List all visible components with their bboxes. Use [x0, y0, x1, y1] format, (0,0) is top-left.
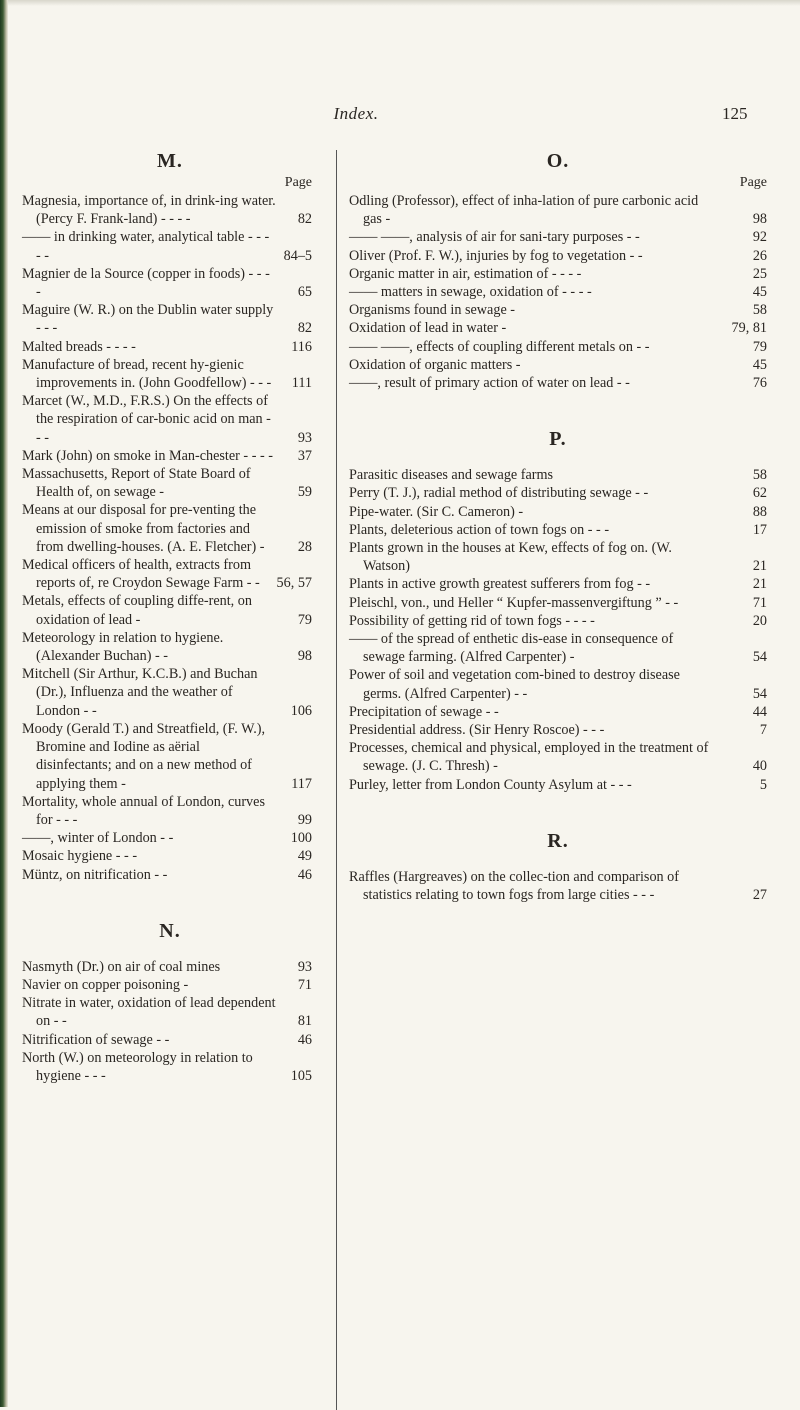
index-entry	[22, 629, 318, 665]
entry-page-ref: 98	[752, 211, 767, 228]
entry-text: Magnesia, importance of, in drink-ing water. (Percy F. Frank-land) - - - -	[22, 193, 280, 228]
entry-page-ref: 79	[297, 611, 312, 628]
index-entry	[349, 283, 767, 301]
running-title: Index.	[333, 104, 379, 123]
entry-text: Müntz, on nitrification - -	[22, 866, 168, 883]
entry-page-ref: 7	[759, 722, 767, 739]
entry-text: —— matters in sewage, oxidation of - - - -	[349, 284, 592, 301]
page-column-label: Page	[284, 175, 312, 190]
entry-page-ref: 99	[297, 811, 312, 828]
entry-text: Metals, effects of coupling diffe-rent, on oxidation of lead -	[22, 593, 256, 628]
entry-page-ref: 25	[752, 265, 767, 282]
entry-text: —— in drinking water, analytical table - - - - -	[22, 229, 273, 264]
running-head	[0, 104, 800, 126]
entry-text: Medical officers of health, extracts from reports of, re Croydon Sewage Farm - -	[22, 557, 260, 592]
entry-text: ——, result of primary action of water on lead - -	[349, 375, 630, 392]
entry-page-ref: 82	[297, 320, 312, 337]
entry-page-ref: 37	[297, 447, 312, 464]
entry-text: Magnier de la Source (copper in foods) - - - -	[22, 265, 274, 301]
entry-text: Manufacture of bread, recent hy-gienic improvements in. (John Goodfellow) - - -	[22, 356, 272, 392]
entry-text: Parasitic diseases and sewage farms	[349, 467, 554, 484]
entry-text: ——, winter of London - -	[22, 830, 174, 847]
index-entry	[349, 612, 767, 630]
entry-text: Maguire (W. R.) on the Dublin water supply - - -	[22, 302, 277, 337]
entry-text: Presidential address. (Sir Henry Roscoe) - - -	[349, 722, 605, 739]
index-entry	[22, 1049, 318, 1085]
entry-page-ref: 88	[752, 503, 767, 520]
index-entry	[349, 868, 767, 904]
entry-text: Precipitation of sewage - -	[349, 703, 499, 720]
index-entry	[349, 247, 767, 265]
entry-text: Raffles (Hargreaves) on the collec-tion and comparison of statistics relating to town fogs from large cities - - -	[349, 868, 683, 904]
section-letter: O.	[546, 150, 570, 172]
entry-page-ref: 81	[297, 1013, 312, 1030]
entry-text: Power of soil and vegetation com-bined to destroy disease germs. (Alfred Carpenter) - -	[349, 667, 684, 702]
entry-page-ref: 71	[297, 976, 312, 993]
entry-text: Organisms found in sewage -	[349, 302, 516, 319]
entry-page-ref: 116	[291, 338, 312, 355]
entry-text: Pleischl, von., und Heller “ Kupfer-massenvergiftung ” - -	[349, 594, 679, 611]
entry-page-ref: 20	[752, 612, 767, 629]
index-entry	[349, 594, 767, 612]
entry-page-ref: 54	[752, 649, 767, 666]
index-entry	[22, 447, 318, 465]
section-letter: M.	[157, 150, 183, 172]
entry-page-ref: 82	[297, 211, 312, 228]
index-entry	[349, 776, 767, 794]
entry-page-ref: 71	[752, 594, 767, 611]
entry-page-ref: 5	[759, 776, 767, 793]
entry-text: Purley, letter from London County Asylum at - - -	[349, 776, 632, 793]
entry-page-ref: 84–5	[283, 247, 312, 264]
entry-page-ref: 98	[297, 648, 312, 665]
entry-text: Plants, deleterious action of town fogs on - - -	[349, 521, 610, 538]
entry-page-ref: 93	[297, 429, 312, 446]
entry-page-ref: 17	[752, 521, 767, 538]
entry-text: Odling (Professor), effect of inha-lation of pure carbonic acid gas -	[349, 193, 702, 228]
entry-text: Means at our disposal for pre-venting the emission of smoke from factories and from dwelling-houses. (A. E. Fletcher) -	[22, 502, 265, 555]
entry-page-ref: 105	[290, 1067, 312, 1084]
entry-text: —— ——, analysis of air for sani-tary purposes - -	[349, 229, 640, 246]
index-entry	[22, 829, 318, 847]
entry-page-ref: 40	[752, 758, 767, 775]
entry-text: Perry (T. J.), radial method of distributing sewage - -	[349, 485, 649, 502]
binding-edge	[0, 0, 8, 1407]
index-entry	[349, 192, 767, 228]
index-entry	[349, 374, 767, 392]
index-entry	[22, 1031, 318, 1049]
page-number: 125	[722, 104, 748, 123]
entry-page-ref: 49	[297, 848, 312, 865]
letter-spacer	[349, 854, 767, 868]
entry-text: Meteorology in relation to hygiene. (Alexander Buchan) - -	[22, 629, 227, 665]
entry-text: Mark (John) on smoke in Man-chester - - - -	[22, 447, 273, 464]
index-entry	[349, 484, 767, 502]
entry-text: Oxidation of lead in water -	[349, 320, 507, 337]
index-entry	[349, 521, 767, 539]
entry-page-ref: 21	[752, 576, 767, 593]
entry-page-ref: 76	[752, 375, 767, 392]
entry-text: Massachusetts, Report of State Board of Health of, on sewage -	[22, 466, 255, 501]
index-entry	[22, 665, 318, 720]
entry-text: Processes, chemical and physical, employed in the treatment of sewage. (J. C. Thresh) -	[349, 740, 712, 775]
index-entry	[22, 265, 318, 301]
index-entry	[22, 228, 318, 264]
section-gap	[349, 794, 767, 830]
entry-text: Plants in active growth greatest sufferers from fog - -	[349, 576, 651, 593]
entry-page-ref: 59	[297, 484, 312, 501]
entry-text: Oliver (Prof. F. W.), injuries by fog to vegetation - -	[349, 247, 643, 264]
entry-text: Marcet (W., M.D., F.R.S.) On the effects of the respiration of car-bonic acid on man - - -	[22, 393, 275, 446]
entry-page-ref: 92	[752, 229, 767, 246]
entry-text: Nitrate in water, oxidation of lead dependent on - -	[22, 995, 280, 1030]
index-entry	[22, 592, 318, 628]
entry-page-ref: 62	[752, 485, 767, 502]
index-entry	[22, 192, 318, 228]
entry-text: —— ——, effects of coupling different metals on - -	[349, 338, 650, 355]
entry-text: Mortality, whole annual of London, curves for - - -	[22, 793, 269, 828]
index-entry	[22, 556, 318, 592]
index-entry	[22, 301, 318, 337]
entry-page-ref: 79, 81	[731, 320, 767, 337]
letter-spacer	[22, 944, 318, 958]
index-entry	[349, 466, 767, 484]
index-entry	[349, 228, 767, 246]
index-entry	[22, 338, 318, 356]
entry-page-ref: 111	[291, 375, 312, 392]
entry-page-ref: 100	[290, 830, 312, 847]
entry-page-ref: 106	[290, 702, 312, 719]
entry-page-ref: 56, 57	[276, 575, 312, 592]
section-letter: P.	[549, 428, 567, 451]
index-entry	[22, 465, 318, 501]
entry-text: Possibility of getting rid of town fogs - - - -	[349, 612, 595, 629]
entry-text: —— of the spread of enthetic dis-ease in consequence of sewage farming. (Alfred Carpenter) -	[349, 631, 677, 666]
index-entry	[22, 994, 318, 1030]
index-entry	[349, 666, 767, 702]
entry-page-ref: 65	[297, 284, 312, 301]
index-entry	[22, 720, 318, 793]
entry-text: North (W.) on meteorology in relation to hygiene - - -	[22, 1049, 257, 1084]
entry-page-ref: 45	[752, 356, 767, 373]
entry-text: Moody (Gerald T.) and Streatfield, (F. W.), Bromine and Iodine as aërial disinfectants; and on a new method of applying them -	[22, 720, 269, 792]
index-entry	[22, 976, 318, 994]
section-letter: R.	[547, 829, 569, 852]
entry-page-ref: 58	[752, 302, 767, 319]
section-letter: N.	[159, 919, 181, 942]
entry-page-ref: 27	[752, 887, 767, 904]
index-column-right	[336, 150, 769, 1410]
entry-text: Oxidation of organic matters -	[349, 356, 521, 373]
index-entry	[22, 847, 318, 865]
index-entry	[349, 356, 767, 374]
entry-page-ref: 26	[752, 247, 767, 264]
index-entry	[349, 703, 767, 721]
index-entry	[349, 301, 767, 319]
index-entry	[349, 539, 767, 575]
entry-page-ref: 93	[297, 958, 312, 975]
page-column-label: Page	[739, 175, 767, 190]
index-entry	[349, 265, 767, 283]
entry-page-ref: 46	[297, 866, 312, 883]
entry-text: Nasmyth (Dr.) on air of coal mines	[22, 958, 221, 975]
entry-page-ref: 21	[752, 558, 767, 575]
index-entry	[349, 739, 767, 775]
index-entry	[22, 793, 318, 829]
index-entry	[22, 866, 318, 884]
index-entry	[349, 338, 767, 356]
page-top-edge	[0, 0, 800, 6]
index-entry	[22, 501, 318, 556]
section-gap	[349, 392, 767, 428]
entry-page-ref: 54	[752, 685, 767, 702]
index-entry	[22, 958, 318, 976]
entry-page-ref: 58	[752, 467, 767, 484]
index-entry	[349, 575, 767, 593]
entry-page-ref: 44	[752, 703, 767, 720]
entry-page-ref: 79	[752, 338, 767, 355]
letter-spacer	[349, 452, 767, 466]
entry-page-ref: 117	[291, 775, 312, 792]
index-column-left	[22, 150, 318, 1085]
index-entry	[349, 503, 767, 521]
entry-text: Pipe-water. (Sir C. Cameron) -	[349, 503, 524, 520]
entry-text: Malted breads - - - -	[22, 338, 136, 355]
entry-text: Organic matter in air, estimation of - - - -	[349, 265, 582, 282]
index-entry	[22, 392, 318, 447]
index-entry	[22, 356, 318, 392]
index-entry	[349, 721, 767, 739]
index-entry	[349, 630, 767, 666]
entry-text: Plants grown in the houses at Kew, effects of fog on. (W. Watson)	[349, 540, 676, 575]
index-entry	[349, 319, 767, 337]
index-column-right-inner	[349, 150, 767, 904]
entry-page-ref: 46	[297, 1031, 312, 1048]
entry-text: Navier on copper poisoning -	[22, 976, 189, 993]
entry-text: Nitrification of sewage - -	[22, 1031, 170, 1048]
entry-text: Mitchell (Sir Arthur, K.C.B.) and Buchan (Dr.), Influenza and the weather of London - -	[22, 666, 262, 719]
entry-page-ref: 28	[297, 538, 312, 555]
section-gap	[22, 884, 318, 920]
entry-page-ref: 45	[752, 284, 767, 301]
entry-text: Mosaic hygiene - - -	[22, 848, 138, 865]
